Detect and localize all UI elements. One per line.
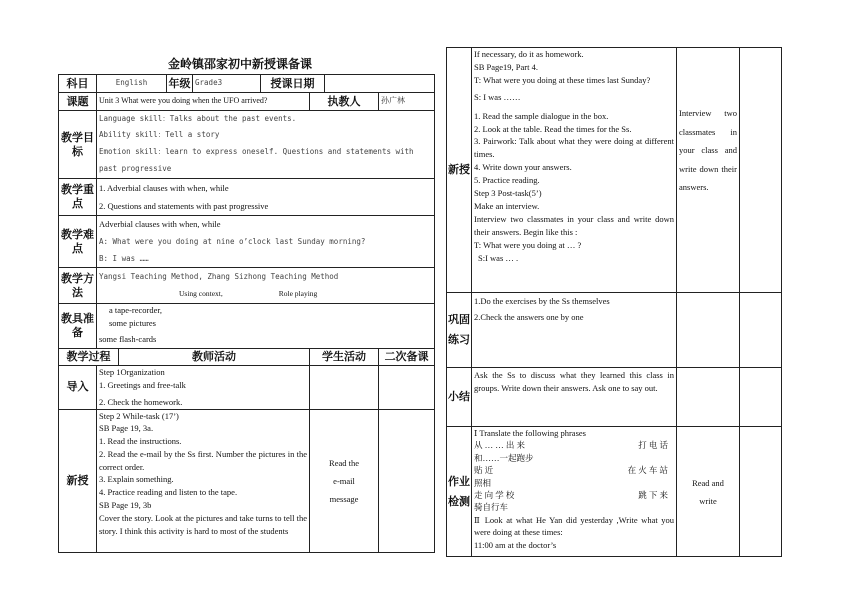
homework-cell [472, 427, 677, 557]
homework-student-cell: Read and write [677, 427, 740, 557]
method-cell [97, 268, 435, 304]
intro-line: 1. Greetings and free-talk [99, 379, 186, 390]
method-label: 教学方法 [59, 268, 97, 304]
summary-label: 小结 [447, 368, 472, 427]
new-teach-cont-cell [472, 48, 677, 293]
grade-value: Grade3 [193, 75, 261, 93]
method-line: Using context, Role playing [179, 289, 318, 298]
step-line: S: I was …… [474, 91, 521, 102]
step-line: SB Page19, Part 4. [474, 61, 538, 72]
practice-cell [472, 293, 677, 368]
step-line: 1. Read the instructions. [99, 436, 182, 447]
step-line: 4. Practice reading and listen to the tape. [99, 487, 238, 498]
phrase-row: 贴 近 在 火 车 站 [474, 465, 668, 476]
practice-student-cell [677, 293, 740, 368]
step-line: 2. Look at the table. Read the times for the Ss. [474, 123, 632, 134]
homework-label: 作业检测 [447, 427, 472, 557]
phrase-row: 从 … … 出 来 打 电 话 [474, 440, 668, 451]
step-line: Step 2 While-task (17’) [99, 410, 179, 421]
right-lesson-table [446, 47, 782, 557]
homework-line: 11:00 am at the doctor’s [474, 539, 557, 550]
difficulty-item: A: What were you doing at nine o’clock last Sunday morning? [99, 237, 366, 246]
phrase-row: 照相 [474, 477, 492, 488]
new-teach-cell [97, 409, 310, 552]
step-line: If necessary, do it as homework. [474, 49, 584, 59]
left-lesson-table [58, 74, 435, 553]
student-activity-label: 学生活动 [310, 349, 379, 366]
step-line: 1. Read the sample dialogue in the box. [474, 110, 609, 121]
prep-item: some pictures [109, 318, 156, 328]
student-activity-line: e-mail [333, 475, 355, 486]
intro-second-cell [379, 366, 435, 410]
subject-value: English [97, 75, 167, 93]
intro-line: Step 1Organization [99, 367, 165, 377]
step-line: 3. Explain something. [99, 474, 174, 485]
step-line: 3. Pairwork: Talk about what they were doing at different times. [474, 136, 674, 160]
focus-item: 1. Adverbial clauses with when, while [99, 183, 229, 193]
new-teach-label: 新授 [59, 409, 97, 552]
step-line: Cover the story. Look at the pictures and take turns to tell the story. I think this activity is hard to most of the students [99, 512, 308, 536]
new-student-cell [310, 409, 379, 552]
new-student-cont-cell: Interview two classmates in your class and write down their answers. [677, 48, 740, 293]
grade-label: 年级 [167, 75, 193, 93]
prep-item: a tape-recorder, [109, 305, 162, 315]
step-line: S:I was … . [478, 252, 519, 263]
phrase-row: 走 向 学 校 跳 下 来 [474, 490, 668, 501]
practice-item: 1.Do the exercises by the Ss themselves [474, 296, 610, 306]
homework-line: Ⅱ Look at what He Yan did yesterday ,Write what you were doing at these times: [474, 514, 674, 538]
step-line: Make an interview. [474, 200, 540, 211]
difficulty-item: B: I was …… [99, 254, 149, 263]
step-line: T: What were you doing at these times last Sunday? [474, 74, 651, 85]
step-line: T: What were you doing at … ? [474, 239, 582, 250]
teacher-label: 执教人 [310, 93, 379, 111]
goal-ability: Ability skill：Tell a story [99, 130, 220, 139]
new-second-cont-cell [740, 48, 782, 293]
prep-item: some flash-cards [99, 334, 157, 344]
goal-emotion: Emotion skill：learn to express oneself. Questions and statements with past progressive [99, 147, 414, 173]
focus-cell [97, 179, 435, 216]
prep-cell [97, 304, 435, 349]
practice-item: 2.Check the answers one by one [474, 312, 584, 322]
step-line: 2. Read the e-mail by the Ss first. Number the pictures in the correct order. [99, 448, 308, 472]
intro-label: 导入 [59, 366, 97, 410]
process-label: 教学过程 [59, 349, 119, 366]
focus-label: 教学重点 [59, 179, 97, 216]
second-prep-label: 二次备课 [379, 349, 435, 366]
difficulty-item: Adverbial clauses with when, while [99, 219, 221, 229]
intro-line: 2. Check the homework. [99, 397, 183, 407]
step-line: Step 3 Post-task(5’) [474, 188, 542, 199]
focus-item: 2. Questions and statements with past progressive [99, 201, 269, 211]
step-line: SB Page 19, 3b [99, 500, 152, 511]
step-line: SB Page 19, 3a. [99, 423, 154, 434]
practice-second-cell [740, 293, 782, 368]
topic-value: Unit 3 What were you doing when the UFO arrived? [97, 93, 310, 111]
page-title: 金岭镇邵家初中新授课备课 [167, 57, 312, 71]
student-activity-line: Read the [329, 457, 360, 468]
intro-student-cell [310, 366, 379, 410]
intro-cell [97, 366, 310, 410]
topic-label: 课题 [59, 93, 97, 111]
new-second-cell [379, 409, 435, 552]
homework-line: Ⅰ Translate the following phrases [474, 428, 586, 438]
teacher-activity-label: 教师活动 [119, 349, 310, 366]
goal-language: Language skill：Talks about the past events. [99, 114, 297, 123]
phrase-row: 骑自行车 [474, 502, 509, 513]
step-line: 5. Practice reading. [474, 175, 540, 186]
prep-label: 教具准备 [59, 304, 97, 349]
goals-cell [97, 111, 435, 179]
difficulty-cell [97, 216, 435, 268]
summary-cell: Ask the Ss to discuss what they learned this class in groups. Write down their answers. Ask one to say out. [472, 368, 677, 427]
student-activity-line: message [329, 493, 359, 504]
date-value [325, 75, 435, 93]
step-line: 4. Write down your answers. [474, 162, 572, 173]
practice-label: 巩固练习 [447, 293, 472, 368]
subject-label: 科目 [59, 75, 97, 93]
teacher-value: 孙广林 [379, 93, 435, 111]
method-line: Yangsi Teaching Method, Zhang Sizhong Teaching Method [99, 272, 339, 281]
goals-label: 教学目标 [59, 111, 97, 179]
new-teach-label-cont: 新授 [447, 48, 472, 293]
difficulty-label: 教学难点 [59, 216, 97, 268]
homework-second-cell [740, 427, 782, 557]
summary-student-cell [677, 368, 740, 427]
phrase-row: 和……一起跑步 [474, 452, 534, 463]
step-line: Interview two classmates in your class and write down their answers. Begin like this : [474, 213, 674, 237]
date-label: 授课日期 [261, 75, 325, 93]
summary-second-cell [740, 368, 782, 427]
